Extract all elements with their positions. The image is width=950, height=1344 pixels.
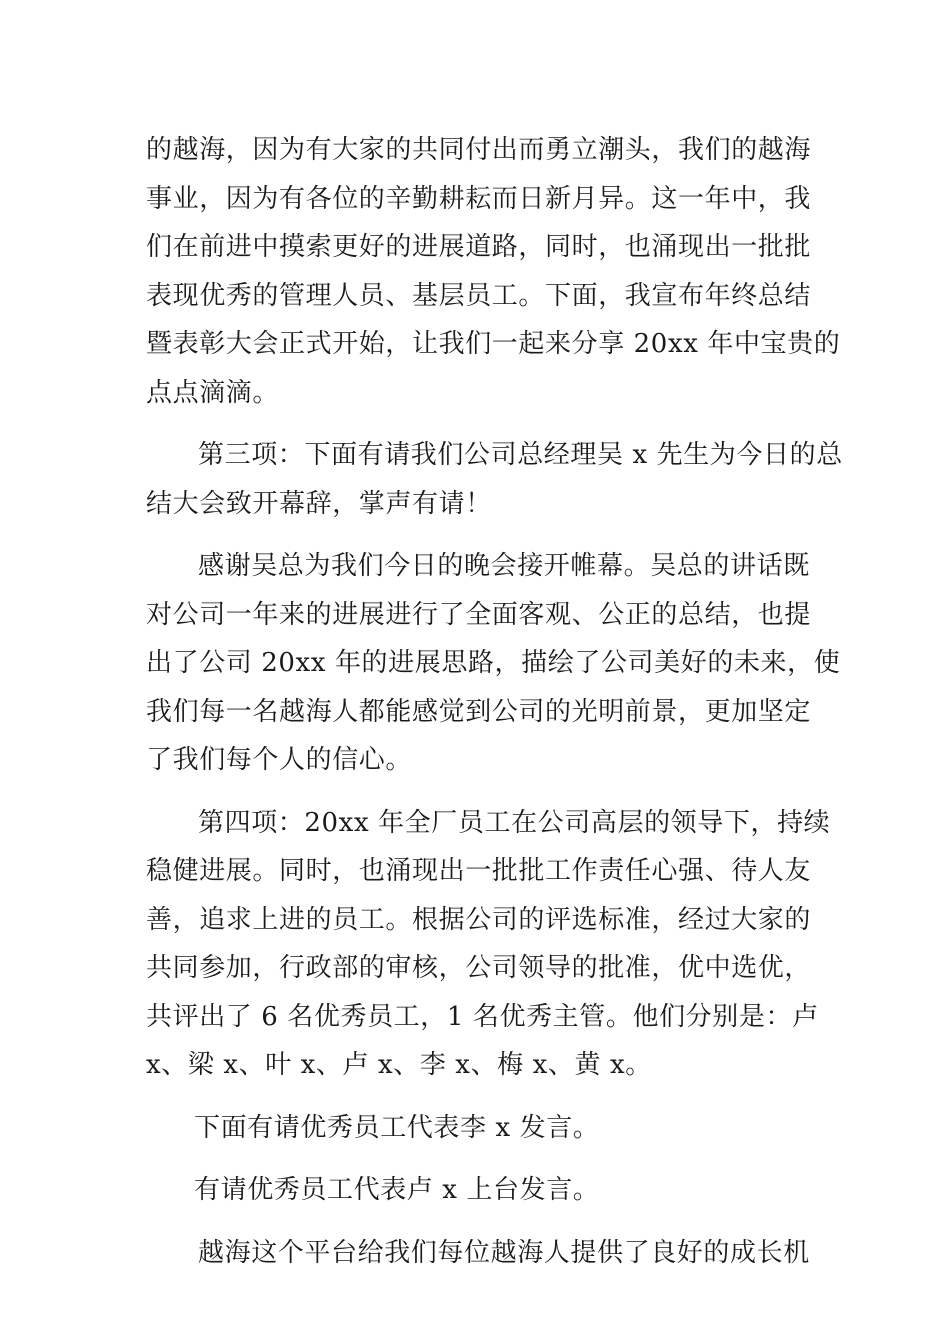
text-line: 对公司一年来的进展进行了全面客观、公正的总结，也提 — [146, 599, 812, 630]
paragraph — [146, 1166, 806, 1215]
text-line: x、梁 x、叶 x、卢 x、李 x、梅 x、黄 x。 — [146, 1050, 652, 1080]
text-line: 点点滴滴。 — [146, 377, 280, 408]
text-line: 了我们每个人的信心。 — [146, 745, 413, 775]
document-body — [146, 126, 843, 1277]
text-line: 出了公司 20xx 年的进展思路，描绘了公司美好的未来，使 — [146, 648, 841, 678]
paragraph — [146, 1104, 806, 1153]
text-line: 结大会致开幕辞，掌声有请！ — [146, 488, 492, 519]
text-line: 们在前进中摸索更好的进展道路，同时，也涌现出一批批 — [146, 232, 812, 262]
text-line: 下面有请优秀员工代表李 x 发言。 — [194, 1112, 600, 1143]
text-line: 暨表彰大会正式开始，让我们一起来分享 20xx 年中宝贵的 — [146, 329, 841, 359]
text-line: 第三项：下面有请我们公司总经理吴 x 先生为今日的总 — [198, 440, 843, 470]
paragraph — [146, 431, 843, 528]
text-line: 稳健进展。同时，也涌现出一批批工作责任心强、待人友 — [146, 856, 812, 886]
paragraph — [146, 799, 831, 1090]
paragraph — [146, 126, 841, 417]
text-line: 共同参加，行政部的审核，公司领导的批准，优中选优， — [146, 953, 812, 983]
paragraph — [146, 1229, 810, 1278]
text-line: 共评出了 6 名优秀员工，1 名优秀主管。他们分别是：卢 — [146, 1001, 819, 1032]
text-line: 感谢吴总为我们今日的晚会接开帷幕。吴总的讲话既 — [198, 551, 810, 581]
text-line: 我们每一名越海人都能感觉到公司的光明前景，更加坚定 — [146, 696, 812, 727]
text-line: 善，追求上进的员工。根据公司的评选标准，经过大家的 — [146, 904, 812, 935]
text-line: 的越海，因为有大家的共同付出而勇立潮头，我们的越海 — [146, 135, 812, 165]
text-line: 第四项：20xx 年全厂员工在公司高层的领导下，持续 — [198, 807, 831, 838]
text-line: 有请优秀员工代表卢 x 上台发言。 — [194, 1175, 600, 1205]
paragraph — [146, 542, 841, 785]
text-line: 越海这个平台给我们每位越海人提供了良好的成长机 — [198, 1237, 810, 1268]
text-line: 事业，因为有各位的辛勤耕耘而日新月异。这一年中，我 — [146, 183, 812, 214]
text-line: 表现优秀的管理人员、基层员工。下面，我宣布年终总结 — [146, 280, 812, 311]
